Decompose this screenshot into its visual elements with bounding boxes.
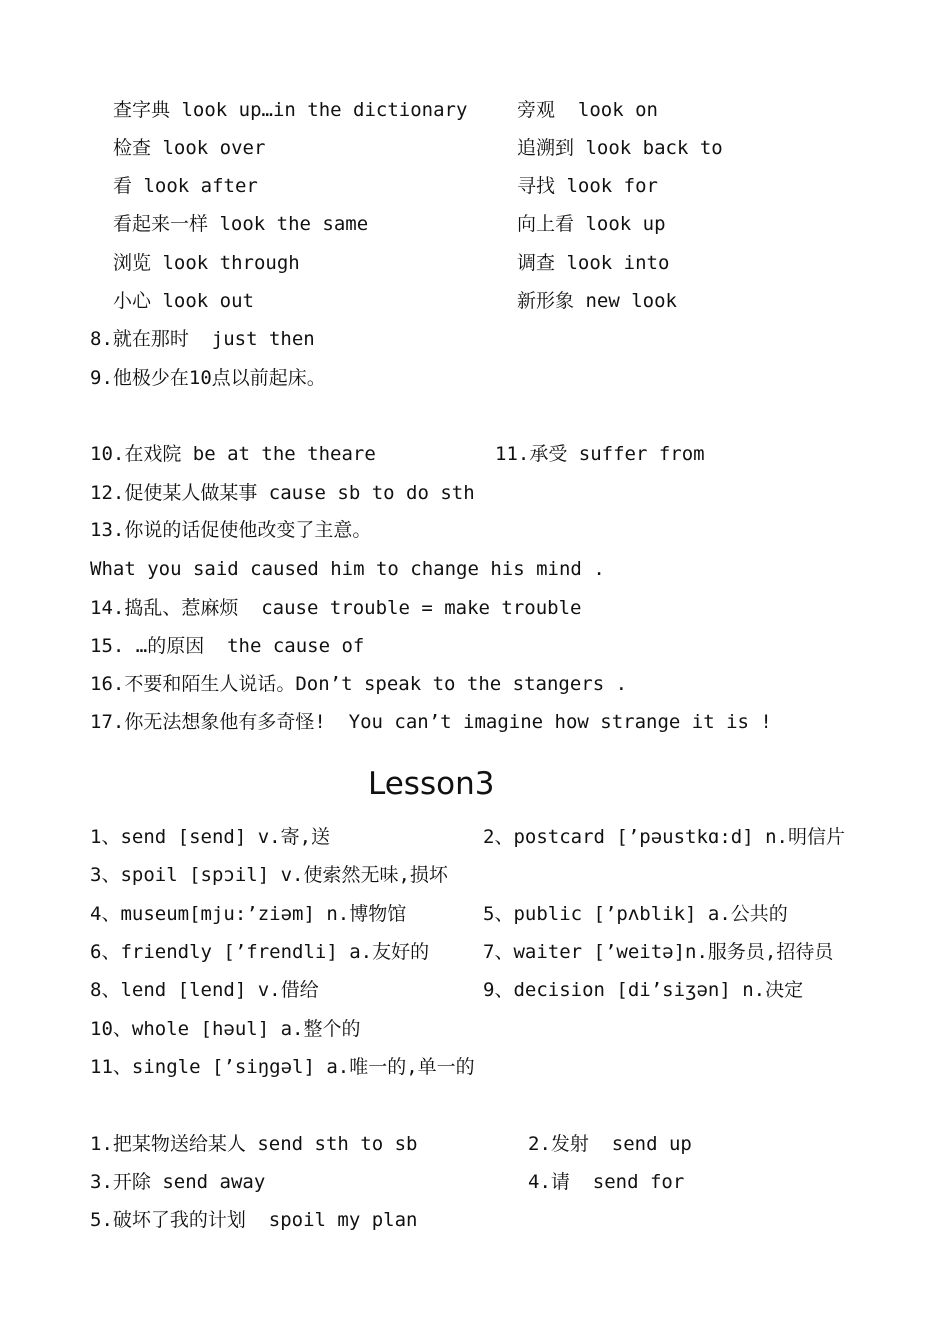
item-13-english: What you said caused him to change his mind . bbox=[90, 558, 605, 580]
item-14: 14.捣乱、惹麻烦 cause trouble = make trouble bbox=[90, 597, 582, 619]
item-13: 13.你说的话促使他改变了主意。 bbox=[90, 519, 372, 541]
phrase-5: 5.破坏了我的计划 spoil my plan bbox=[90, 1209, 418, 1231]
vocab-10: 10、whole [həul] a.整个的 bbox=[90, 1018, 361, 1040]
vocab-1: 1、send [send] v.寄,送 bbox=[90, 826, 331, 848]
item-12: 12.促使某人做某事 cause sb to do sth bbox=[90, 482, 475, 504]
item-17: 17.你无法想象他有多奇怪! You can’t imagine how strange it is ! bbox=[90, 711, 772, 733]
item-15: 15. …的原因 the cause of bbox=[90, 635, 365, 657]
vocab-7: 7、waiter [’weitə]n.服务员,招待员 bbox=[483, 941, 834, 963]
look-phrase-7: 看起来一样 look the same bbox=[113, 213, 369, 235]
look-phrase-4: 追溯到 look back to bbox=[517, 137, 723, 159]
item-8: 8.就在那时 just then bbox=[90, 328, 315, 350]
vocab-6: 6、friendly [’frendli] a.友好的 bbox=[90, 941, 430, 963]
look-phrase-2: 旁观 look on bbox=[517, 99, 658, 121]
vocab-11: 11、single [’siŋgəl] a.唯一的,单一的 bbox=[90, 1056, 475, 1078]
vocab-2: 2、postcard [’pəustkɑ:d] n.明信片 bbox=[483, 826, 845, 848]
look-phrase-11: 小心 look out bbox=[113, 290, 254, 312]
look-phrase-12: 新形象 new look bbox=[517, 290, 677, 312]
phrase-2: 2.发射 send up bbox=[528, 1133, 692, 1155]
look-phrase-3: 检查 look over bbox=[113, 137, 266, 159]
item-10: 10.在戏院 be at the theare bbox=[90, 443, 376, 465]
phrase-3: 3.开除 send away bbox=[90, 1171, 266, 1193]
phrase-1: 1.把某物送给某人 send sth to sb bbox=[90, 1133, 418, 1155]
item-9: 9.他极少在10点以前起床。 bbox=[90, 367, 326, 389]
look-phrase-5: 看 look after bbox=[113, 175, 258, 197]
item-11: 11.承受 suffer from bbox=[495, 443, 705, 465]
phrase-4: 4.请 send for bbox=[528, 1171, 685, 1193]
vocab-3: 3、spoil [spɔil] v.使索然无味,损坏 bbox=[90, 864, 448, 886]
vocab-9: 9、decision [di’siʒən] n.决定 bbox=[483, 979, 804, 1001]
look-phrase-10: 调查 look into bbox=[517, 252, 670, 274]
vocab-8: 8、lend [lend] v.借给 bbox=[90, 979, 319, 1001]
vocab-4: 4、museum[mju:’ziəm] n.博物馆 bbox=[90, 903, 407, 925]
look-phrase-6: 寻找 look for bbox=[517, 175, 658, 197]
look-phrase-1: 查字典 look up…in the dictionary bbox=[113, 99, 468, 121]
lesson-title: Lesson3 bbox=[368, 766, 495, 802]
look-phrase-9: 浏览 look through bbox=[113, 252, 300, 274]
item-16: 16.不要和陌生人说话。Don’t speak to the stangers . bbox=[90, 673, 628, 695]
vocab-5: 5、public [’pʌblik] a.公共的 bbox=[483, 903, 788, 925]
look-phrase-8: 向上看 look up bbox=[517, 213, 666, 235]
